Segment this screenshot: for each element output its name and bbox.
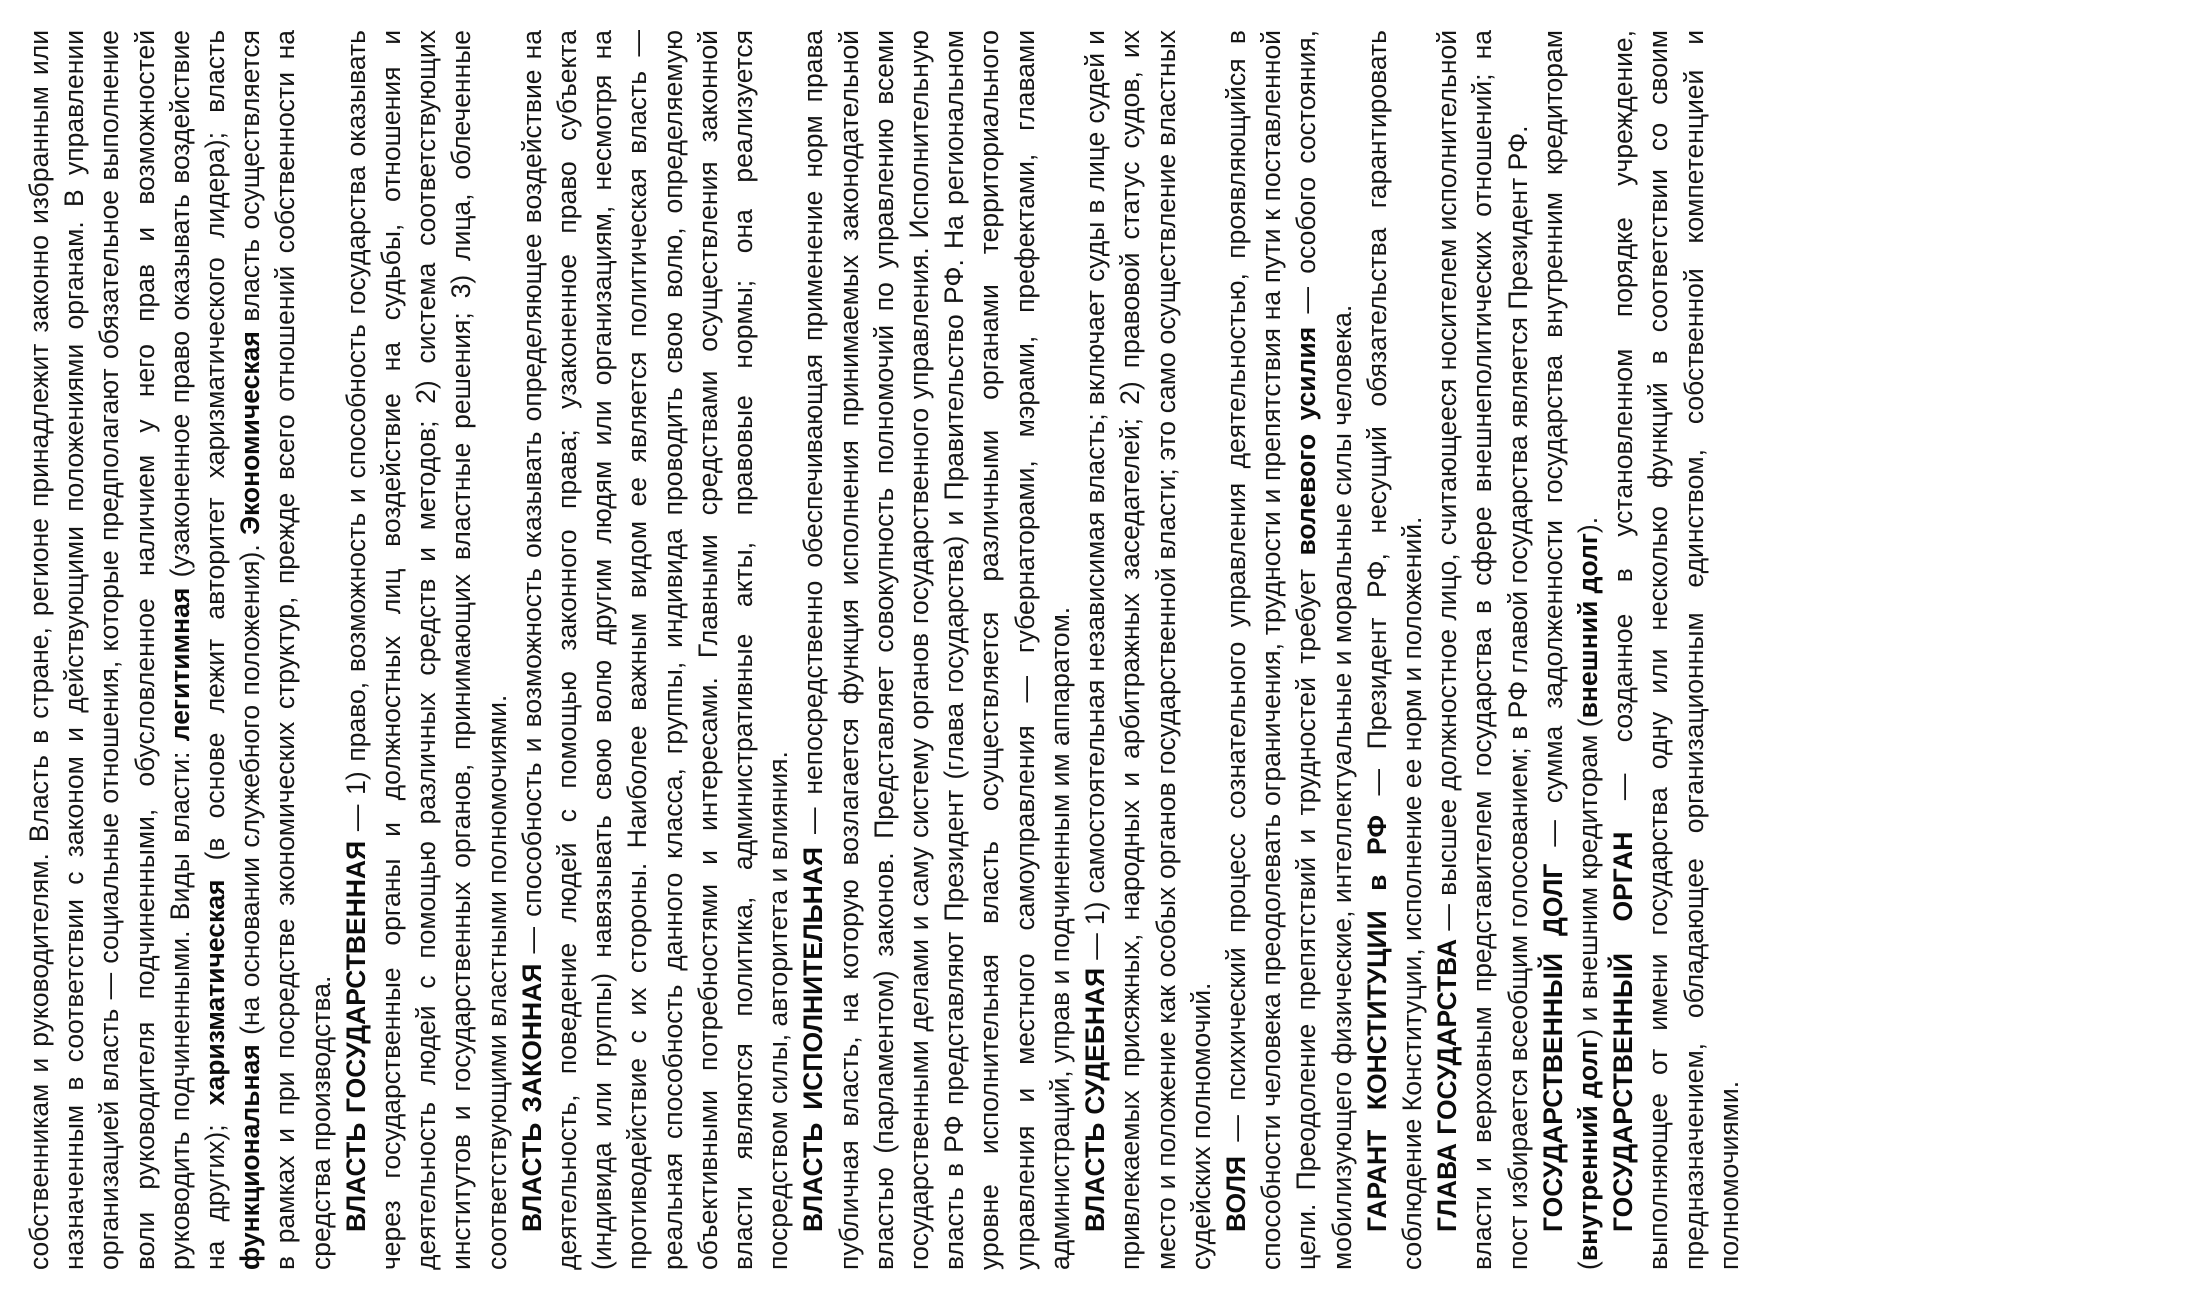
entry-term: ГАРАНТ КОНСТИТУЦИИ в РФ (1361, 815, 1392, 1232)
term-functional: функциональная (235, 1044, 266, 1270)
entry-judicial-power (1078, 30, 1219, 1270)
entry-term: ВЛАСТЬ ЗАКОННАЯ (516, 963, 547, 1232)
entry-subterm: внешний долг (1572, 533, 1603, 719)
dictionary-column (22, 30, 1747, 1270)
entry-term: ВЛАСТЬ ГОСУДАРСТВЕННАЯ (340, 840, 371, 1232)
intro-text: (узаконенное право оказывать воздействие на других); (164, 30, 231, 1270)
term-legitimate: легитимная (164, 587, 195, 742)
entry-subterm: волевого усилия (1291, 326, 1322, 556)
entry-term: ВЛАСТЬ СУДЕБНАЯ (1080, 967, 1111, 1232)
entry-term: ВОЛЯ (1220, 1155, 1251, 1232)
entry-definition: ). (1572, 516, 1603, 534)
term-charismatic: харизматическая (200, 879, 231, 1106)
entry-legal-power (515, 30, 797, 1270)
entry-definition: — созданное в установленном порядке учреждение, выполняющее от имени государства одну или несколько функций в соответствии со своим предназначением, обладающее организационным единством, собственной компетенцией и полномочиями. (1608, 30, 1744, 1270)
entry-will (1219, 30, 1360, 1270)
entry-executive-power (796, 30, 1078, 1270)
entry-term: ВЛАСТЬ ИСПОЛНИТЕЛЬНАЯ (798, 846, 829, 1232)
entry-term: ГОСУДАРСТВЕННЫЙ ОРГАН (1608, 831, 1639, 1232)
entry-constitution-guarantor (1360, 30, 1430, 1270)
intro-text: собственникам и руководителям. Власть в стране, регионе принадлежит законно избранным или назначенным в соответствии с законом и действующими положениями органам. В управлении организацией власть — социальные отношения, которые предполагают обязательное выполнение воли руководителя подчиненными, обусловленное наличием у него прав и возможностей руководить подчиненными. Виды власти: (24, 30, 195, 1270)
entry-definition: — 1) самостоятельная независимая власть; включает суды в лице судей и привлекаемых присяжных, народных и арбитражных заседателей; 2) правовой статус судов, их место и положение как особых органов государственной власти; это само осуществление властных судейских полномочий. (1080, 30, 1216, 1270)
intro-text: (в основе лежит авторитет харизматического лидера); власть (200, 30, 231, 880)
entry-state-body (1606, 30, 1747, 1270)
intro-paragraph (22, 30, 339, 1270)
entry-definition: — сумма задолженности государства внутренним кредиторам ( (1537, 30, 1603, 1270)
entry-definition: — способность и возможность оказывать определяющее воздействие на деятельность, поведение людей с помощью законного права; узаконенное право субъекта (индивида или группы) навязывать свою волю другим людям или организациям, несмотря на противодействие с их стороны. Наиболее важным видом ее является политическая власть — реальная способность данного класса, группы, индивида проводить свою волю, определяемую объективными потребностями и интересами. Главными средствами осуществления законной власти являются политика, административные акты, правовые нормы; она реализуется посредством силы, авторитета и влияния. (516, 29, 794, 1270)
entry-definition: — 1) право, возможность и способность государства оказывать через государственные органы и должностных лиц воздействие на судьбы, отношения и деятельность людей с помощью различных средств и методов; 2) система соответствующих институтов и государственных органов, принимающих властные решения; 3) лица, облеченные соответствующими властными полномочиями. (340, 30, 512, 1270)
term-economic: Экономическая (235, 331, 266, 535)
intro-text: (на основании служебного положения). (235, 534, 266, 1045)
entry-definition: ) и внешним кредиторам ( (1572, 718, 1603, 1038)
entry-definition: — психический процесс сознательного управления деятельностью, проявляющийся в способности человека преодолевать ограничения, трудности и препятствия на пути к поставленной цели. Преодоление препятствий и трудностей требует (1220, 30, 1322, 1270)
entry-term: ГЛАВА ГОСУДАРСТВА (1432, 938, 1463, 1232)
entry-definition: — особого состояния, мобилизующего физические, интеллектуальные и моральные силы человека. (1291, 30, 1357, 1270)
entry-term: ГОСУДАРСТВЕННЫЙ ДОЛГ (1537, 863, 1568, 1232)
entry-definition: — высшее должностное лицо, считающееся носителем исполнительной власти и верховным представителем государства в сфере внешнеполитических отношений; на пост избирается всеобщим голосованием; в РФ главой государства является Президент РФ. (1432, 30, 1533, 1270)
intro-text: власть осуществляется в рамках и при посредстве экономических структур, прежде всего отношений собственности на средства производства. (235, 30, 336, 1270)
entry-state-power (339, 30, 515, 1270)
entry-head-of-state (1430, 30, 1536, 1270)
entry-subterm: внутренний долг (1572, 1037, 1603, 1262)
entry-definition: — непосредственно обеспечивающая применение норм права публичная власть, на которую возлагается функция исполнения принимаемых законодательной властью (парламентом) законов. Представляет совокупность полномочий по управлению всеми государственными делами и саму систему органов государственного управления. Исполнительную власть в РФ представляют Президент (глава государства) и Правительство РФ. На региональном уровне исполнительная власть осуществляется различными органами территориального управления и местного самоуправления — губернаторами, мэрами, префектами, главами администраций, управ и подчиненным им аппаратом. (798, 30, 1075, 1270)
entry-state-debt (1536, 30, 1606, 1270)
entry-definition: — Президент РФ, несущий обязательства гарантировать соблюдение Конституции, исполнение ее норм и положений. (1361, 30, 1427, 1270)
